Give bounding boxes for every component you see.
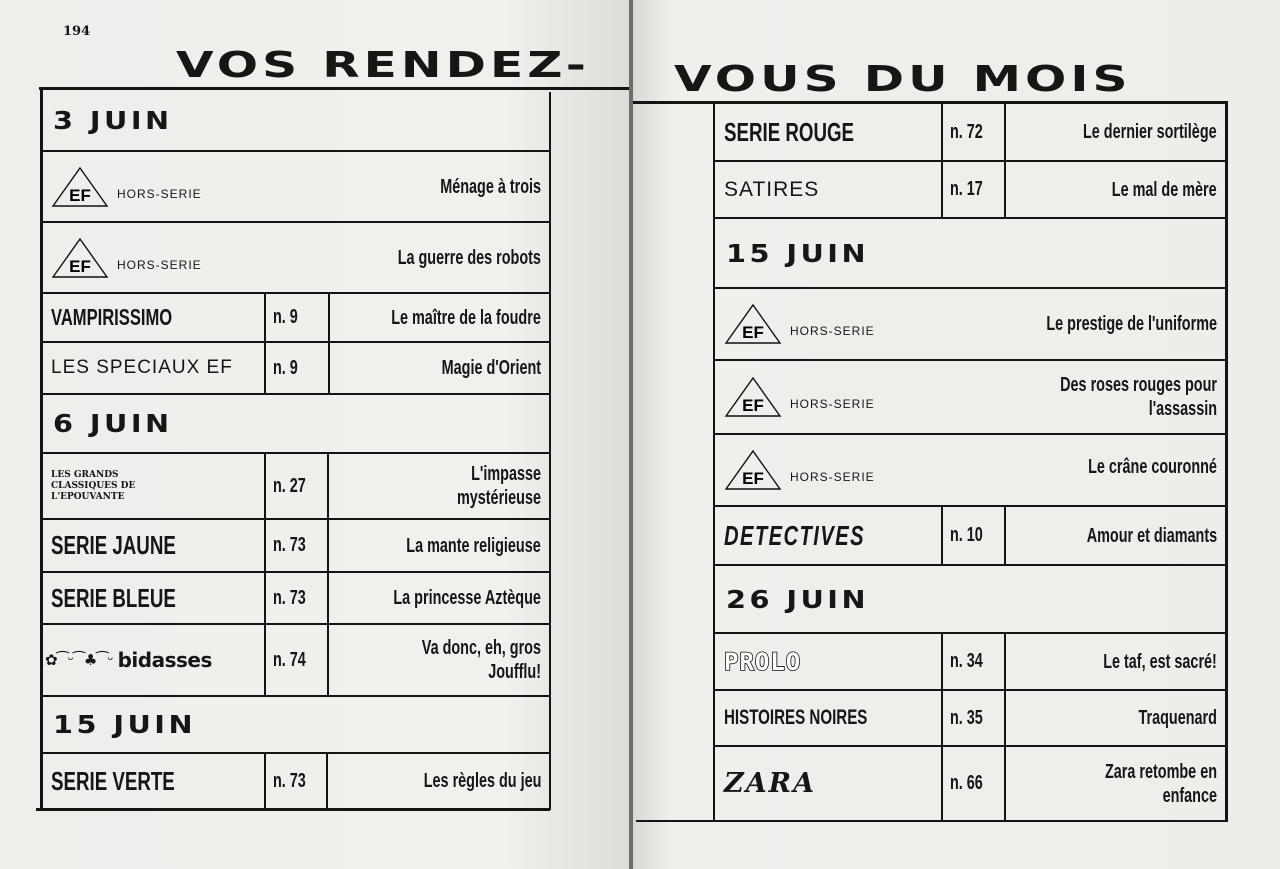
bidasses-logo-icon: ✿⁀ᵕ⁀♣⁀ᵕ [45,651,113,669]
series-name: HISTOIRES NOIRES [724,706,868,729]
issue-number: n. 73 [273,534,306,556]
ef-triangle-icon [51,237,109,279]
issue-title: Les règles du jeu [423,770,541,792]
issue-number: n. 66 [950,772,983,794]
date-row [716,219,1225,287]
hors-serie-badge [716,361,966,433]
ef-triangle-icon [51,166,109,208]
date-label: 15 JUIN [726,238,869,268]
hors-serie-label: HORS-SERIE [790,397,875,411]
issue-number: n. 35 [950,706,983,729]
hors-serie-label: HORS-SERIE [117,186,202,201]
book-gutter [629,0,633,869]
date-row [43,395,549,452]
issue-title: Ménage à trois [440,175,541,198]
date-label: 3 JUIN [53,105,173,135]
issue-title: Le mal de mère [1112,178,1217,201]
issue-title: Le taf, est sacré! [1103,650,1217,673]
issue-title: Le prestige de l'uniforme [1046,313,1217,335]
hors-serie-badge [43,152,293,221]
issue-title: La guerre des robots [397,246,541,269]
date-row [43,697,549,752]
hors-serie-badge [43,223,293,292]
issue-title: Traquenard [1138,707,1217,729]
issue-title: Magie d'Orient [441,357,541,379]
date-label: 26 JUIN [726,584,869,614]
ef-triangle-icon [724,303,782,345]
svg-text:EF: EF [69,256,91,276]
hors-serie-label: HORS-SERIE [790,470,875,484]
date-row [43,90,549,150]
issue-title: Le crâne couronné [1088,456,1217,478]
issue-number: n. 73 [273,769,306,792]
issue-title: L'impasse mystérieuse [456,463,541,509]
issue-title: Va donc, eh, gros Joufflu! [421,637,541,683]
svg-text:EF: EF [742,469,764,488]
series-name: PROLO [724,647,802,676]
issue-number: n. 10 [950,524,983,546]
hors-serie-badge [716,435,966,505]
issue-number: n. 9 [273,356,298,379]
ef-triangle-icon [724,376,782,418]
svg-text:EF: EF [742,323,764,342]
page-number: 194 [63,24,91,39]
issue-number: n. 72 [950,120,983,143]
issue-title: La mante religieuse [406,534,541,557]
hors-serie-badge [716,289,966,359]
series-name: SERIE VERTE [51,765,175,796]
hors-serie-label: HORS-SERIE [790,324,875,338]
ef-triangle-icon [724,449,782,491]
series-name: LES GRANDS CLASSIQUES DE L'EPOUVANTE [51,469,136,502]
issue-number: n. 73 [273,586,306,609]
issue-number: n. 27 [273,474,306,497]
svg-text:EF: EF [69,185,91,205]
series-name: SERIE JAUNE [51,530,176,560]
series-name: VAMPIRISSIMO [51,304,173,330]
issue-number: n. 17 [950,178,983,200]
issue-title: Zara retombe en enfance [1104,760,1217,807]
issue-number: n. 9 [273,306,298,328]
issue-number: n. 34 [950,650,983,672]
issue-title: La princesse Aztèque [393,587,541,609]
issue-title: Amour et diamants [1086,524,1217,547]
series-name: SATIRES [724,177,820,201]
hors-serie-label: HORS-SERIE [117,257,202,272]
date-label: 6 JUIN [53,409,173,438]
series-name: DETECTIVES [724,519,865,551]
series-name: SERIE ROUGE [724,116,855,147]
issue-title: Le maître de la foudre [391,306,541,329]
issue-title: Le dernier sortilège [1083,121,1217,143]
heading-right: VOUS DU MOIS [674,59,1132,100]
svg-text:EF: EF [742,396,764,415]
issue-number: n. 74 [273,648,306,671]
issue-title: Des roses rouges pour l'assassin [1060,374,1217,420]
series-name: ZARA [724,768,817,799]
date-row [716,566,1225,632]
heading-left: VOS RENDEZ- [176,45,590,86]
series-name: SERIE BLEUE [51,582,176,613]
date-label: 15 JUIN [53,710,196,739]
series-name: ✿⁀ᵕ⁀♣⁀ᵕ bidasses [45,648,212,672]
series-name: LES SPECIAUX EF [51,357,233,378]
